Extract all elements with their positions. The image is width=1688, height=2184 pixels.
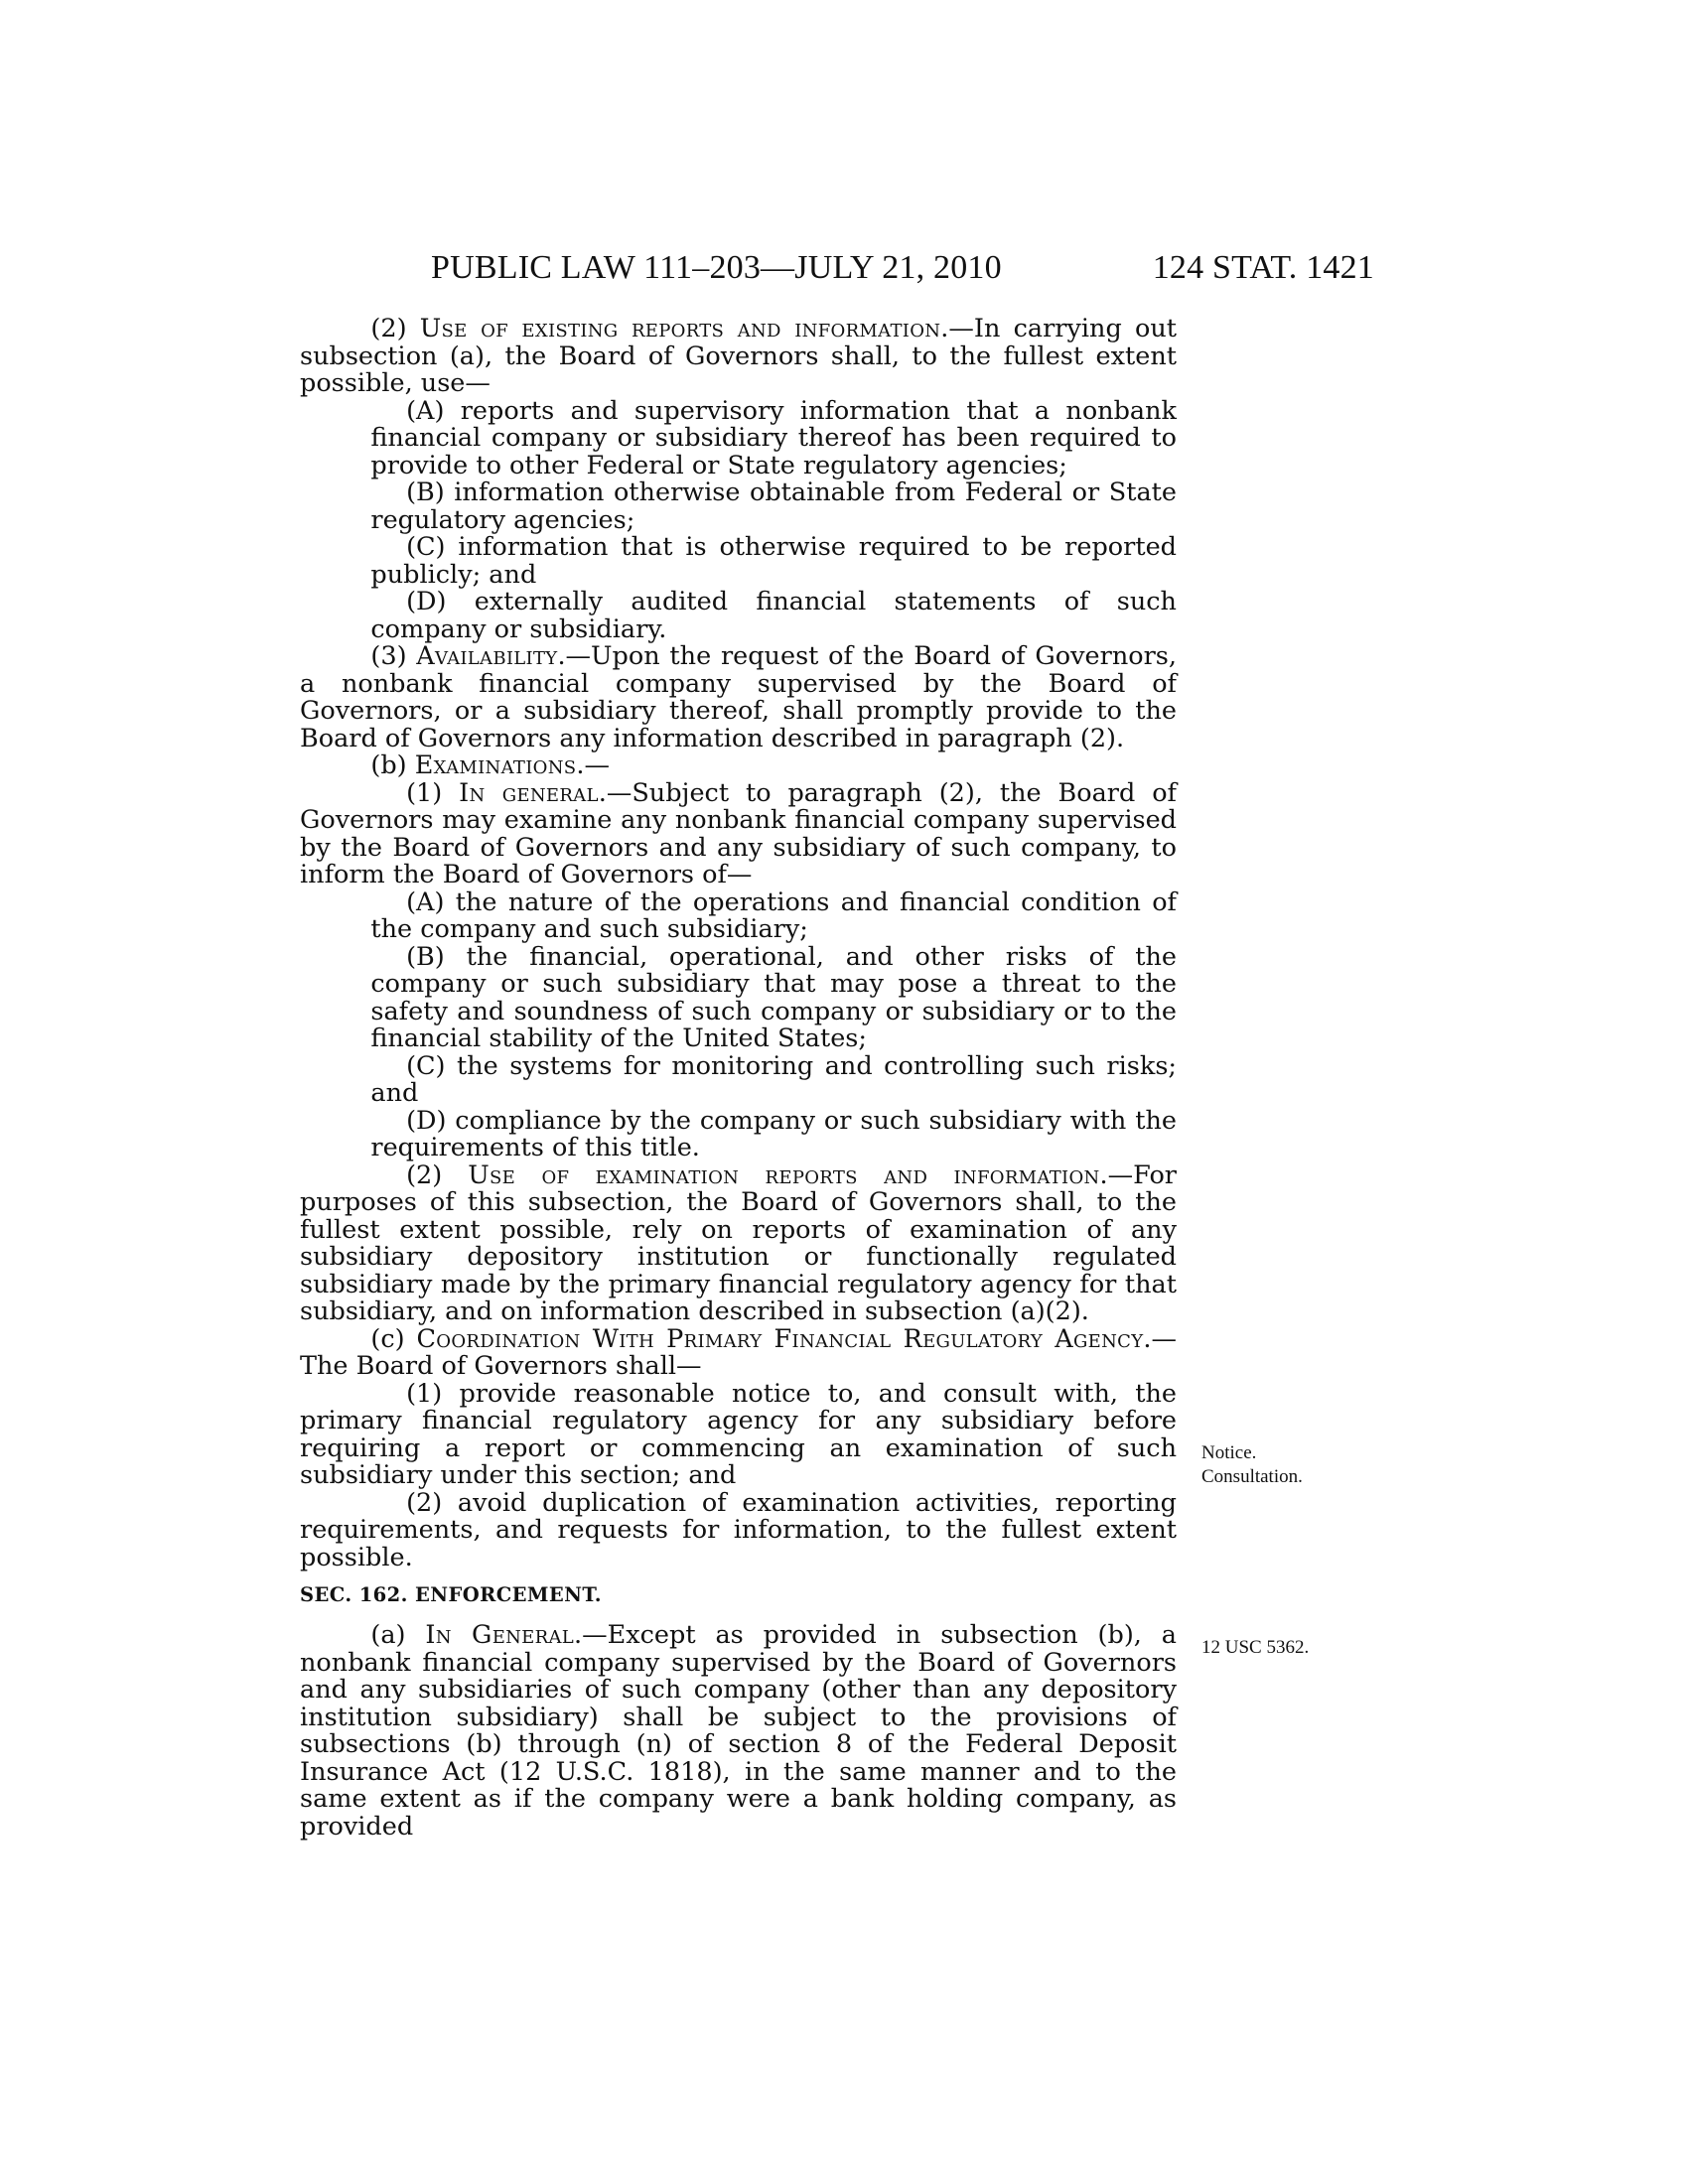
- paragraph-label: (2): [370, 314, 407, 343]
- paragraph-label: (3): [370, 641, 407, 671]
- subparagraph-a2-A: (A) reports and supervisory information that a nonbank financial company or subsidiary thereof has been required to provide to other Federal or State regulatory agencies;: [370, 395, 1177, 480]
- subsection-label: (a): [370, 1620, 406, 1650]
- subsection-text: .—: [576, 751, 610, 780]
- margin-note-consultation: Consultation.: [1201, 1466, 1303, 1487]
- subparagraph-a2-D: (D) externally audited financial statements of such company or subsidiary.: [370, 587, 1177, 644]
- subparagraph-b1-B: (B) the financial, operational, and other risks of the company or such subsidiary that may pose a threat to the safety and soundness of such company or subsidiary or to the financial stability of the United States;: [370, 941, 1177, 1053]
- paragraph-c2: (2) avoid duplication of examination activities, reporting requirements, and requests for information, to the fullest extent possible.: [300, 1487, 1177, 1572]
- paragraph-b1: [300, 777, 1177, 889]
- paragraph-text: .—For purposes of this subsection, the Board of Governors shall, to the fullest extent possible, rely on reports of examination of any subsidiary depository institution or functionally regulated subsidiary made by the primary financial regulatory agency for that subsidiary, and on information described in subsection (a)(2).: [300, 1160, 1177, 1326]
- paragraph-label: (2): [406, 1160, 443, 1190]
- paragraph-label: (1): [406, 777, 443, 808]
- subsection-c: [300, 1323, 1177, 1381]
- subparagraph-b1-A: (A) the nature of the operations and financial condition of the company and such subsidiary;: [370, 887, 1177, 944]
- margin-note-notice-consultation: [1201, 1441, 1303, 1489]
- paragraph-heading: Use of existing reports and information: [419, 314, 941, 343]
- paragraph-text: .—Upon the request of the Board of Governors, a nonbank financial company supervised by the Board of Governors, or a subsidiary thereof, shall promptly provide to the Board of Governors any information described in paragraph (2).: [300, 641, 1177, 753]
- subsection-text: .—Except as provided in subsection (b), a nonbank financial company supervised by the Board of Governors and any subsidiaries of such company (other than any depository institution subsidiary) shall be subject to the provisions of subsections (b) through (n) of section 8 of the Federal Deposit Insurance Act (12 U.S.C. 1818), in the same manner and to the same extent as if the company were a bank holding company, as provided: [300, 1620, 1177, 1842]
- paragraph-heading: Use of examination reports and information: [468, 1160, 1100, 1190]
- paragraph-heading: In general: [459, 777, 599, 808]
- statute-page-number: 124 STAT. 1421: [1152, 249, 1374, 286]
- paragraph-heading: Availability: [416, 641, 558, 671]
- subsection-text: .—The Board of Governors shall—: [300, 1323, 1177, 1381]
- margin-note-usc-citation: 12 USC 5362.: [1201, 1637, 1310, 1658]
- subsection-b: [300, 752, 1177, 780]
- section-162-subsection-a: [300, 1622, 1177, 1841]
- paragraph-text: .—Subject to paragraph (2), the Board of Governors may examine any nonbank financial company supervised by the Board of Governors and any subsidiary of such company, to inform the Board of Governors of—: [300, 777, 1177, 889]
- margin-note-notice: Notice.: [1201, 1442, 1257, 1463]
- paragraph-a2: [300, 316, 1177, 398]
- subsection-label: (c): [370, 1323, 405, 1354]
- subparagraph-a2-C: (C) information that is otherwise required to be reported publicly; and: [370, 532, 1177, 590]
- subparagraph-b1-C: (C) the systems for monitoring and controlling such risks; and: [370, 1050, 1177, 1108]
- subparagraph-b1-D: (D) compliance by the company or such subsidiary with the requirements of this title.: [370, 1105, 1177, 1162]
- paragraph-a3: [300, 643, 1177, 752]
- running-head-title: PUBLIC LAW 111–203—JULY 21, 2010: [431, 249, 1002, 286]
- subsection-heading: In General: [425, 1620, 575, 1650]
- paragraph-text: .—In carrying out subsection (a), the Board of Governors shall, to the fullest extent possible, use—: [300, 314, 1177, 398]
- paragraph-b2: [300, 1162, 1177, 1326]
- section-162-heading: SEC. 162. ENFORCEMENT.: [300, 1583, 602, 1606]
- statute-body: [300, 316, 1177, 1841]
- subsection-heading: Examinations: [414, 751, 577, 780]
- subsection-label: (b): [370, 751, 407, 780]
- subsection-heading: Coordination With Primary Financial Regulatory Agency: [416, 1323, 1144, 1354]
- paragraph-c1: (1) provide reasonable notice to, and consult with, the primary financial regulatory agency for any subsidiary before requiring a report or commencing an examination of such subsidiary under this section; and: [300, 1378, 1177, 1490]
- subparagraph-a2-B: (B) information otherwise obtainable from Federal or State regulatory agencies;: [370, 478, 1177, 535]
